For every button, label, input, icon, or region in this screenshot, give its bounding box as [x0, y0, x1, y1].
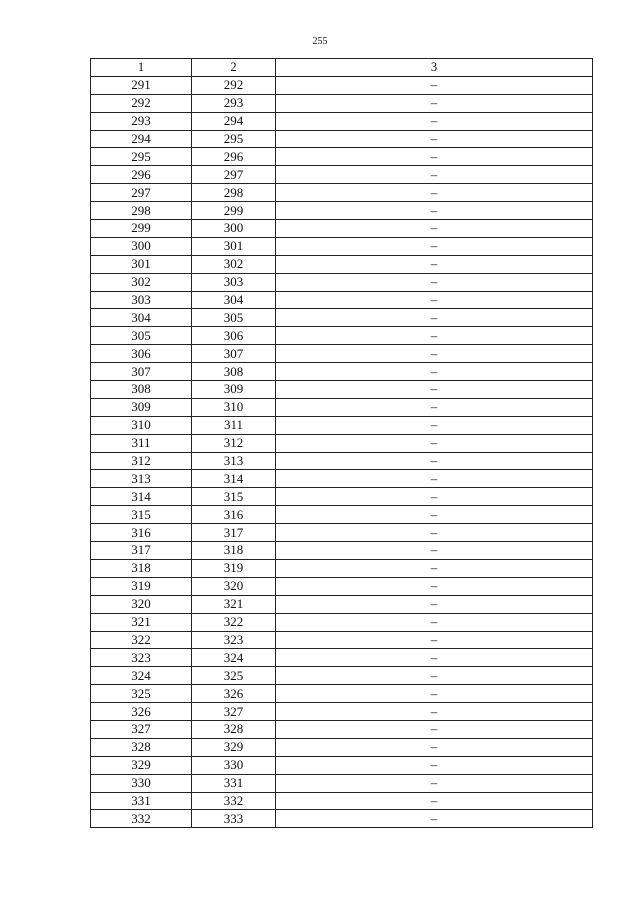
table-header	[91, 59, 593, 77]
table-row	[91, 559, 593, 577]
table-cell-col-2: 298	[192, 184, 276, 202]
table-cell-col-3: –	[276, 559, 593, 577]
table-cell-col-2: 306	[192, 327, 276, 345]
table-cell-col-3: –	[276, 470, 593, 488]
table-row	[91, 470, 593, 488]
table-cell-col-3: –	[276, 613, 593, 631]
table-cell-col-1: 301	[91, 255, 192, 273]
table-cell-col-1: 329	[91, 756, 192, 774]
table-cell-col-2: 293	[192, 94, 276, 112]
table-row	[91, 130, 593, 148]
table-cell-col-2: 309	[192, 381, 276, 399]
table-row	[91, 720, 593, 738]
table-cell-col-2: 308	[192, 363, 276, 381]
table-cell-col-1: 326	[91, 703, 192, 721]
table-cell-col-3: –	[276, 720, 593, 738]
table-row	[91, 381, 593, 399]
table-cell-col-3: –	[276, 577, 593, 595]
table-cell-col-2: 317	[192, 524, 276, 542]
table-cell-col-2: 301	[192, 237, 276, 255]
table-cell-col-3: –	[276, 756, 593, 774]
table-row	[91, 309, 593, 327]
table-cell-col-3: –	[276, 184, 593, 202]
table-row	[91, 792, 593, 810]
table-cell-col-2: 328	[192, 720, 276, 738]
table-cell-col-3: –	[276, 685, 593, 703]
table-cell-col-1: 325	[91, 685, 192, 703]
table-row	[91, 595, 593, 613]
table-cell-col-1: 313	[91, 470, 192, 488]
column-header-1: 1	[91, 59, 192, 77]
table-cell-col-1: 317	[91, 542, 192, 560]
table-row	[91, 524, 593, 542]
column-header-2: 2	[192, 59, 276, 77]
table-row	[91, 649, 593, 667]
table-row	[91, 667, 593, 685]
table-cell-col-3: –	[276, 76, 593, 94]
table-cell-col-3: –	[276, 416, 593, 434]
table-row	[91, 94, 593, 112]
table-cell-col-1: 307	[91, 363, 192, 381]
table-cell-col-1: 327	[91, 720, 192, 738]
table-row	[91, 345, 593, 363]
table-cell-col-1: 300	[91, 237, 192, 255]
table-row	[91, 184, 593, 202]
table-row	[91, 506, 593, 524]
table-cell-col-3: –	[276, 309, 593, 327]
table-cell-col-3: –	[276, 774, 593, 792]
table-cell-col-2: 302	[192, 255, 276, 273]
table-cell-col-1: 302	[91, 273, 192, 291]
table-cell-col-1: 331	[91, 792, 192, 810]
table-cell-col-3: –	[276, 166, 593, 184]
table-row	[91, 148, 593, 166]
table-cell-col-3: –	[276, 345, 593, 363]
table-body	[91, 76, 593, 827]
table-row	[91, 774, 593, 792]
table-cell-col-1: 319	[91, 577, 192, 595]
table-row	[91, 416, 593, 434]
table-cell-col-2: 295	[192, 130, 276, 148]
table-row	[91, 273, 593, 291]
table-row	[91, 738, 593, 756]
table-cell-col-2: 314	[192, 470, 276, 488]
table-cell-col-2: 303	[192, 273, 276, 291]
table-cell-col-1: 314	[91, 488, 192, 506]
table-cell-col-2: 310	[192, 398, 276, 416]
table-cell-col-1: 308	[91, 381, 192, 399]
table-cell-col-2: 323	[192, 631, 276, 649]
table-cell-col-2: 304	[192, 291, 276, 309]
table-cell-col-2: 316	[192, 506, 276, 524]
table-cell-col-1: 306	[91, 345, 192, 363]
table-cell-col-2: 319	[192, 559, 276, 577]
table-cell-col-1: 292	[91, 94, 192, 112]
table-row	[91, 291, 593, 309]
table-cell-col-3: –	[276, 810, 593, 828]
table-row	[91, 685, 593, 703]
table-cell-col-2: 305	[192, 309, 276, 327]
table-cell-col-3: –	[276, 112, 593, 130]
table-row	[91, 613, 593, 631]
table-cell-col-1: 299	[91, 220, 192, 238]
table-cell-col-1: 330	[91, 774, 192, 792]
table-cell-col-1: 312	[91, 452, 192, 470]
table-cell-col-2: 321	[192, 595, 276, 613]
table-cell-col-1: 294	[91, 130, 192, 148]
table-cell-col-2: 315	[192, 488, 276, 506]
table-cell-col-3: –	[276, 381, 593, 399]
table-cell-col-3: –	[276, 202, 593, 220]
table-row	[91, 452, 593, 470]
table-cell-col-3: –	[276, 631, 593, 649]
table-cell-col-1: 315	[91, 506, 192, 524]
table-cell-col-1: 305	[91, 327, 192, 345]
table-cell-col-1: 322	[91, 631, 192, 649]
table-cell-col-1: 316	[91, 524, 192, 542]
table-row	[91, 577, 593, 595]
table-cell-col-2: 324	[192, 649, 276, 667]
table-cell-col-3: –	[276, 703, 593, 721]
table-cell-col-2: 292	[192, 76, 276, 94]
table-cell-col-3: –	[276, 291, 593, 309]
table-cell-col-1: 297	[91, 184, 192, 202]
table-cell-col-3: –	[276, 667, 593, 685]
table-cell-col-2: 313	[192, 452, 276, 470]
table-cell-col-3: –	[276, 595, 593, 613]
table-cell-col-3: –	[276, 434, 593, 452]
table-cell-col-2: 325	[192, 667, 276, 685]
table-cell-col-3: –	[276, 327, 593, 345]
table-cell-col-3: –	[276, 273, 593, 291]
header-row	[91, 59, 593, 77]
table-row	[91, 255, 593, 273]
table-cell-col-3: –	[276, 398, 593, 416]
table-cell-col-3: –	[276, 506, 593, 524]
table-cell-col-3: –	[276, 363, 593, 381]
table-cell-col-2: 332	[192, 792, 276, 810]
table-cell-col-2: 307	[192, 345, 276, 363]
page-number: 255	[312, 36, 328, 47]
table-cell-col-3: –	[276, 148, 593, 166]
table-row	[91, 810, 593, 828]
table-cell-col-2: 329	[192, 738, 276, 756]
table-row	[91, 434, 593, 452]
table-cell-col-3: –	[276, 649, 593, 667]
table-row	[91, 488, 593, 506]
table-row	[91, 237, 593, 255]
table-cell-col-1: 295	[91, 148, 192, 166]
table-cell-col-2: 300	[192, 220, 276, 238]
table-cell-col-2: 311	[192, 416, 276, 434]
table-cell-col-1: 324	[91, 667, 192, 685]
table-cell-col-2: 333	[192, 810, 276, 828]
table-cell-col-3: –	[276, 130, 593, 148]
table-cell-col-2: 299	[192, 202, 276, 220]
table-row	[91, 542, 593, 560]
table-cell-col-2: 330	[192, 756, 276, 774]
table-cell-col-2: 297	[192, 166, 276, 184]
table-cell-col-1: 321	[91, 613, 192, 631]
table-cell-col-2: 312	[192, 434, 276, 452]
table-cell-col-2: 320	[192, 577, 276, 595]
table-cell-col-3: –	[276, 94, 593, 112]
table-row	[91, 398, 593, 416]
table-cell-col-1: 323	[91, 649, 192, 667]
table-cell-col-3: –	[276, 792, 593, 810]
table-cell-col-3: –	[276, 255, 593, 273]
table-cell-col-3: –	[276, 488, 593, 506]
table-cell-col-2: 326	[192, 685, 276, 703]
table-cell-col-3: –	[276, 524, 593, 542]
table-cell-col-3: –	[276, 220, 593, 238]
column-header-3: 3	[276, 59, 593, 77]
table-cell-col-1: 293	[91, 112, 192, 130]
table-cell-col-2: 327	[192, 703, 276, 721]
table-row	[91, 363, 593, 381]
table-cell-col-2: 318	[192, 542, 276, 560]
table-cell-col-2: 331	[192, 774, 276, 792]
table-row	[91, 631, 593, 649]
table-cell-col-1: 309	[91, 398, 192, 416]
table-row	[91, 756, 593, 774]
table-cell-col-1: 328	[91, 738, 192, 756]
table-cell-col-1: 303	[91, 291, 192, 309]
table-row	[91, 220, 593, 238]
table-cell-col-1: 296	[91, 166, 192, 184]
table-cell-col-2: 322	[192, 613, 276, 631]
table-cell-col-3: –	[276, 738, 593, 756]
table-cell-col-1: 311	[91, 434, 192, 452]
table-cell-col-3: –	[276, 542, 593, 560]
table-cell-col-2: 296	[192, 148, 276, 166]
table-cell-col-1: 298	[91, 202, 192, 220]
table-cell-col-1: 332	[91, 810, 192, 828]
table-cell-col-1: 318	[91, 559, 192, 577]
table-row	[91, 202, 593, 220]
table-cell-col-3: –	[276, 452, 593, 470]
table-cell-col-1: 310	[91, 416, 192, 434]
table-row	[91, 327, 593, 345]
table-cell-col-2: 294	[192, 112, 276, 130]
table-row	[91, 112, 593, 130]
table-row	[91, 703, 593, 721]
table-row	[91, 76, 593, 94]
table-cell-col-3: –	[276, 237, 593, 255]
table-cell-col-1: 291	[91, 76, 192, 94]
data-table	[90, 58, 593, 828]
table-row	[91, 166, 593, 184]
table-cell-col-1: 304	[91, 309, 192, 327]
table-cell-col-1: 320	[91, 595, 192, 613]
